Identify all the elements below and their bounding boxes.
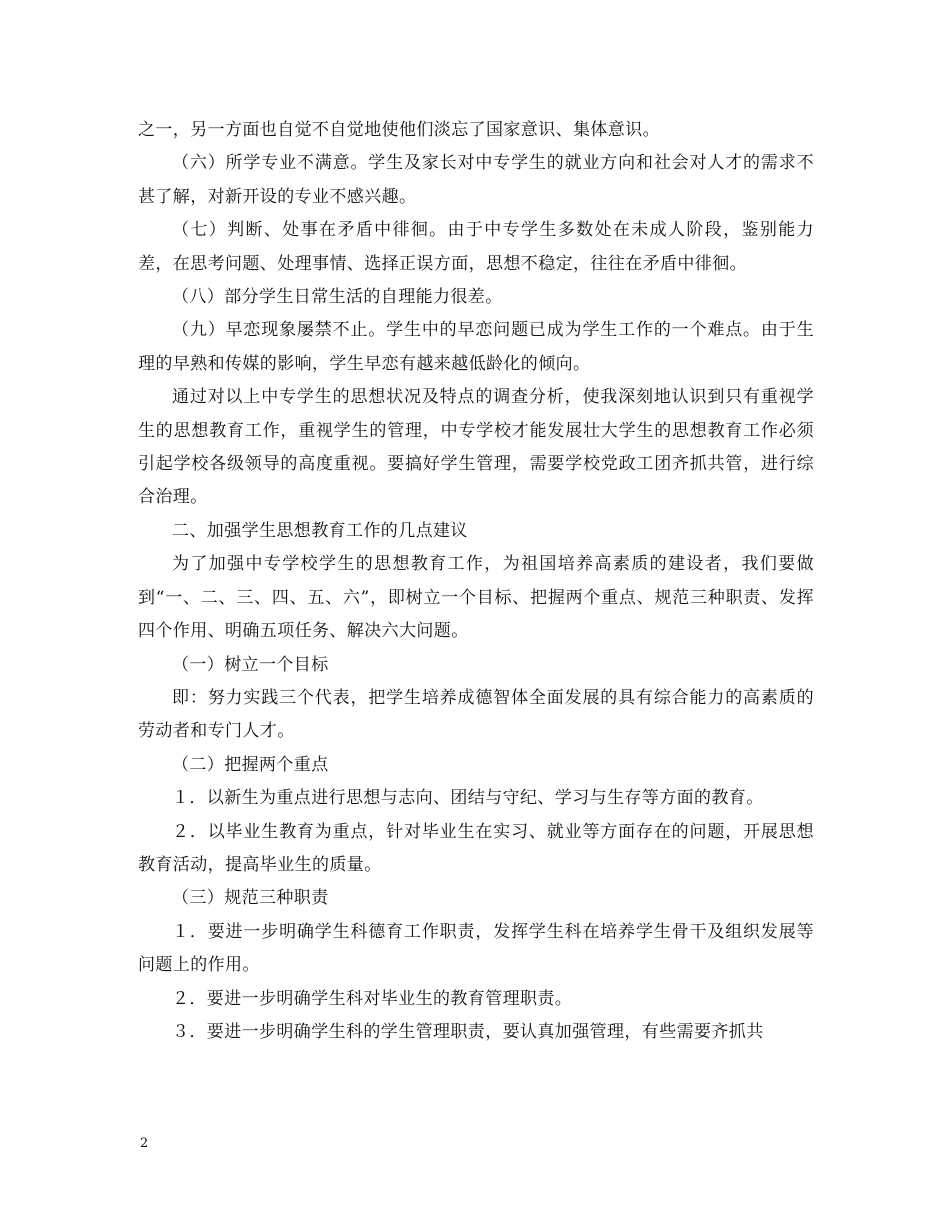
paragraph-item-9: （九）早恋现象屡禁不止。学生中的早恋问题已成为学生工作的一个难点。由于生理的早熟和传媒的影响，学生早恋有越来越低龄化的倾向。: [138, 320, 814, 374]
paragraph-item-7: （七）判断、处事在矛盾中徘徊。由于中专学生多数处在未成人阶段，鉴别能力差，在思考问题、处理事情、选择正误方面，思想不稳定，往往在矛盾中徘徊。: [138, 220, 814, 274]
paragraph-goal: 即：努力实践三个代表，把学生培养成德智体全面发展的具有综合能力的高素质的劳动者和专门人才。: [138, 687, 814, 742]
list-item-duty-1: １．要进一步明确学生科德育工作职责，发挥学生科在培养学生骨干及组织发展等问题上的作用。: [138, 921, 814, 976]
list-item-focus-2: ２．以毕业生教育为重点，针对毕业生在实习、就业等方面存在的问题，开展思想教育活动，提高毕业生的质量。: [138, 821, 814, 875]
list-item-duty-2: ２．要进一步明确学生科对毕业生的教育管理职责。: [172, 988, 573, 1009]
section-heading-suggestions: 二、加强学生思想教育工作的几点建议: [172, 520, 468, 541]
list-item-focus-1: １．以新生为重点进行思想与志向、团结与守纪、学习与生存等方面的教育。: [172, 788, 764, 809]
paragraph-intro: 为了加强中专学校学生的思想教育工作，为祖国培养高素质的建设者，我们要做到“一、二、三、四、五、六”，即树立一个目标、把握两个重点、规范三种职责、发挥四个作用、明确五项任务、解决六大问题。: [138, 554, 814, 642]
document-body: [138, 114, 814, 1049]
paragraph-continuation: 之一，另一方面也自觉不自觉地使他们淡忘了国家意识、集体意识。: [138, 120, 660, 140]
subheading-goal: （一）树立一个目标: [172, 654, 329, 675]
paragraph-item-8: （八）部分学生日常生活的自理能力很差。: [172, 287, 503, 308]
subheading-two-focus: （二）把握两个重点: [172, 754, 329, 775]
list-item-duty-3: ３．要进一步明确学生科的学生管理职责，要认真加强管理，有些需要齐抓共: [172, 1021, 764, 1042]
paragraph-summary: 通过对以上中专学生的思想状况及特点的调查分析，使我深刻地认识到只有重视学生的思想教育工作，重视学生的管理，中专学校才能发展壮大学生的思想教育工作必须引起学校各级领导的高度重视。要搞好学生管理，需要学校党政工团齐抓共管，进行综合治理。: [138, 387, 814, 508]
page-number: 2: [140, 1136, 149, 1151]
paragraph-item-6: （六）所学专业不满意。学生及家长对中专学生的就业方向和社会对人才的需求不甚了解，对新开设的专业不感兴趣。: [138, 153, 814, 207]
subheading-three-duties: （三）规范三种职责: [172, 888, 329, 909]
